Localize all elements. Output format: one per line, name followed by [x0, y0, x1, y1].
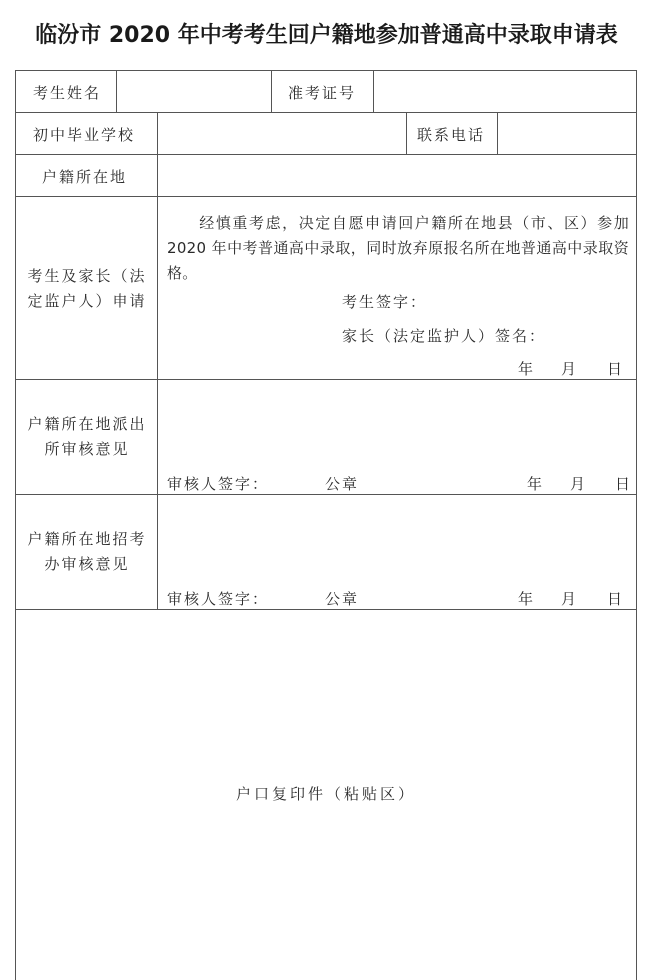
exam-office-seal-label: 公章: [325, 590, 360, 608]
exam-office-month-label: 月: [561, 590, 579, 608]
junior-school-field[interactable]: [158, 113, 405, 153]
household-copy-paste-area-label: 户口复印件（粘贴区）: [235, 785, 416, 803]
application-month-label: 月: [561, 360, 579, 378]
police-day-label: 日: [615, 475, 633, 493]
exam-office-year-label: 年: [518, 590, 536, 608]
row-divider: [16, 379, 636, 380]
application-year-label: 年: [518, 360, 536, 378]
declaration-text: [167, 211, 629, 286]
phone-label: 联系电话: [417, 126, 486, 144]
row-divider: [16, 494, 636, 495]
police-year-label: 年: [527, 475, 545, 493]
application-label: 考生及家长（法定监户人）申请: [27, 267, 147, 310]
exam-office-review-label: 户籍所在地招考办审核意见: [27, 530, 147, 573]
household-location-field[interactable]: [158, 155, 636, 195]
page-title: 临汾市 2020 年中考考生回户籍地参加普通高中录取申请表: [35, 23, 618, 48]
student-signature-label: 考生签字：: [342, 293, 428, 311]
column-divider: [406, 112, 407, 154]
household-location-label: 户籍所在地: [42, 168, 128, 186]
parent-signature-label: 家长（法定监护人）签名：: [342, 327, 547, 345]
row-divider: [16, 609, 636, 610]
student-name-field[interactable]: [117, 72, 270, 111]
column-divider: [271, 71, 272, 112]
row-divider: [16, 196, 636, 197]
junior-school-label: 初中毕业学校: [33, 126, 136, 144]
police-month-label: 月: [570, 475, 588, 493]
declaration-body: 经慎重考虑，决定自愿申请回户籍所在地县（市、区）参加 2020 年中考普通高中录取，同时放弃原报名所在地普通高中录取资格。: [167, 214, 629, 282]
exam-number-label: 准考证号: [288, 84, 357, 102]
exam-office-day-label: 日: [607, 590, 625, 608]
student-name-label: 考生姓名: [33, 84, 102, 102]
application-day-label: 日: [607, 360, 625, 378]
police-review-label: 户籍所在地派出所审核意见: [27, 415, 147, 458]
police-reviewer-signature-label: 审核人签字：: [167, 475, 270, 493]
police-seal-label: 公章: [325, 475, 360, 493]
phone-field[interactable]: [498, 113, 636, 153]
exam-office-reviewer-signature-label: 审核人签字：: [167, 590, 270, 608]
exam-number-field[interactable]: [374, 72, 636, 111]
application-form-table: [15, 70, 637, 980]
